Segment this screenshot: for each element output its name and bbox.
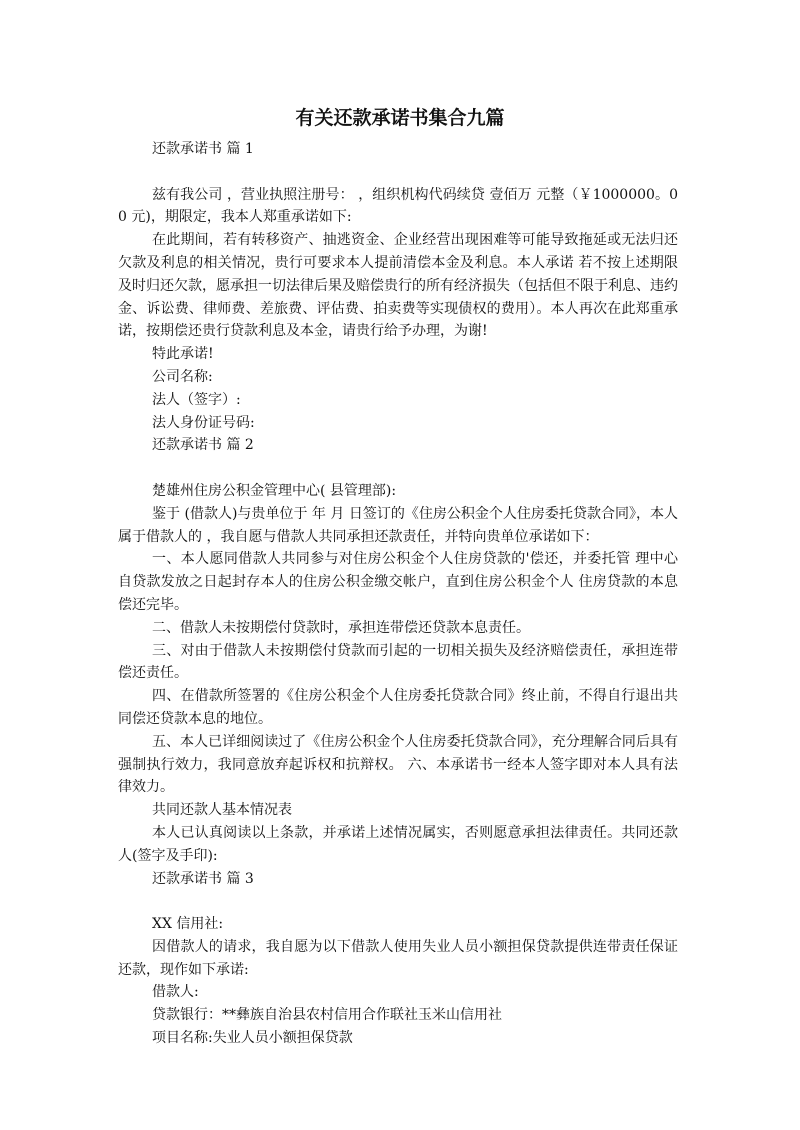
paragraph: XX 信用社: xyxy=(152,916,224,933)
paragraph: 本人已认真阅读以上条款，并承诺上述情况属实，否则愿意承担法律责任。共同还款人(签字及手印): xyxy=(118,824,678,864)
paragraph: 还款承诺书 篇 1 xyxy=(152,141,254,157)
paragraph: 还款承诺书 篇 2 xyxy=(152,437,254,454)
document-body xyxy=(118,138,678,1050)
paragraph: 贷款银行：**彝族自治县农村信用合作联社玉米山信用社 xyxy=(152,1007,502,1024)
document-title: 有关还款承诺书集合九篇 xyxy=(295,107,505,129)
blank-line xyxy=(118,890,678,913)
paragraph: 鉴于 (借款人)与贵单位于 年 月 日签订的《住房公积金个人住房委托贷款合同》，本人属于借款人的 ，我自愿与借款人共同承担还款责任，并特向贵单位承诺如下： xyxy=(118,505,678,545)
blank-line xyxy=(118,457,678,480)
paragraph: 法人（签字）: xyxy=(152,391,241,408)
paragraph: 二、借款人未按期偿付贷款时，承担连带偿还贷款本息责任。 xyxy=(152,619,530,636)
paragraph: 因借款人的请求，我自愿为以下借款人使用失业人员小额担保贷款提供连带责任保证还款，现作如下承诺: xyxy=(118,938,678,978)
paragraph: 四、在借款所签署的《住房公积金个人住房委托贷款合同》终止前，不得自行退出共同偿还贷款本息的地位。 xyxy=(118,688,678,727)
paragraph: 在此期间，若有转移资产、抽逃资金、企业经营出现困难等可能导致拖延或无法归还欠款及利息的相关情况，贵行可要求本人提前清偿本金及利息。本人承诺 若不按上述期限及时归还欠款，愿承担一切法律后果及赔偿贵行的所有经济损失（包括但不限于利息、违约金、诉讼费、律师费、差旅费、评估费、拍卖费等实现债权的费用）。本人再次在此郑重承诺，按期偿还贵行贷款利息及本金，请贵行给予办理，为谢! xyxy=(118,232,678,340)
paragraph: 五、本人已详细阅读过了《住房公积金个人住房委托贷款合同》，充分理解合同后具有强制执行效力，我同意放弃起诉权和抗辩权。 六、本承诺书一经本人签字即对本人具有法律效力。 xyxy=(118,733,678,796)
paragraph: 特此承诺! xyxy=(152,346,214,363)
paragraph: 项目名称:失业人员小额担保贷款 xyxy=(152,1030,353,1047)
paragraph: 一、本人愿同借款人共同参与对住房公积金个人住房贷款的'偿还，并委托管 理中心自贷款发放之日起封存本人的住房公积金缴交帐户，直到住房公积金个人 住房贷款的本息偿还完毕。 xyxy=(118,551,678,613)
paragraph: 借款人: xyxy=(152,984,199,1001)
paragraph: 共同还款人基本情况表 xyxy=(152,802,292,819)
blank-line xyxy=(118,161,678,184)
paragraph: 兹有我公司 ，营业执照注册号： ，组织机构代码续贷 壹佰万 元整（￥1000000。00 元)，期限定，我本人郑重承诺如下: xyxy=(118,186,678,226)
paragraph: 楚雄州住房公积金管理中心( 县管理部): xyxy=(152,482,397,499)
paragraph: 法人身份证号码: xyxy=(152,414,255,431)
paragraph: 三、对由于借款人未按期偿付贷款而引起的一切相关损失及经济赔偿责任，承担连带偿还责任。 xyxy=(118,642,678,682)
paragraph: 还款承诺书 篇 3 xyxy=(152,870,254,887)
paragraph: 公司名称: xyxy=(152,368,213,385)
